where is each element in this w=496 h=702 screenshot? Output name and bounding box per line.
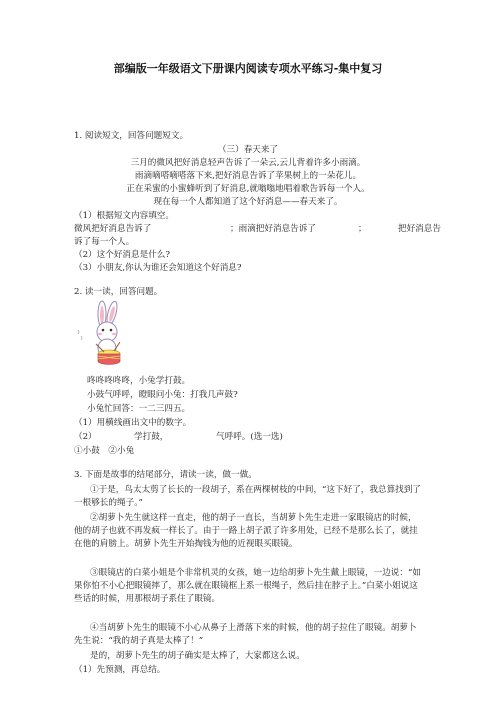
q1-fill-text: ；雨滴把好消息告诉了 — [230, 224, 316, 234]
q2-sub2: （2） — [74, 432, 97, 442]
q3-paragraph: ②胡萝卜先生就这样一直走，他的胡子一直长，当胡萝卜先生走进一家眼镜店的时候，他的胡子也就不再发疯一样长了。由于一路上胡子派了许多用处，已经不是那么长了，就挂在他的肩膀上。胡萝卜先生开始掏钱为他的近视眼买眼镜。 — [74, 513, 418, 549]
q1-passage-title: （三）春天来了 — [217, 145, 279, 155]
q1-passage-line: 三月的微风把好消息轻声告诉了一朵云,云儿背着许多小雨滴。 — [130, 158, 366, 168]
q3-prompt: 3. 下面是故事的结尾部分，请读一读，做一做。 — [74, 470, 257, 480]
q1-fill-text: 诉了每一个人。 — [74, 237, 135, 247]
q2-sub2: 学打鼓， — [134, 432, 169, 442]
q2-sub1: （1）用横线画出文中的数字。 — [74, 418, 192, 428]
q1-fill-text: ； — [358, 224, 367, 234]
q2-options: ①小鼓 ②小兔 — [74, 446, 135, 456]
q1-passage-line: 雨滴嘀嗒嘀嗒落下来,把好消息告诉了苹果树上的一朵花儿。 — [134, 171, 362, 181]
q2-poem-line: 小兔忙回答：一二三四五。 — [87, 404, 191, 414]
q3-sub1: （1）先预测，再总结。 — [74, 665, 166, 675]
document-title: 部编版一年级语文下册课内阅读专项水平练习-集中复习 — [113, 62, 383, 75]
q1-fill-text: 把好消息告 — [398, 224, 441, 234]
q1-sub1: （1）根据短文内容填空。 — [74, 211, 174, 221]
q1-prompt: 1. 阅读短文，回答问题短文。 — [74, 131, 189, 141]
q3-paragraph: 是的，胡萝卜先生的胡子确实是太棒了，大家都这么说。 — [90, 651, 305, 661]
q1-sub3: （3）小朋友,你认为谁还会知道这个好消息? — [74, 263, 242, 273]
q1-sub2: （2）这个好消息是什么? — [74, 250, 171, 260]
q2-poem-line: 小鼓气呼呼，瞪眼问小兔：打我几声鼓? — [87, 390, 238, 400]
q2-poem-line: 咚咚咚咚咚，小兔学打鼓。 — [87, 376, 191, 386]
q3-paragraph: ③眼镜店的白菜小姐是个非常机灵的女孩，她一边给胡萝卜先生戴上眼镜，一边说：“如果你怕不小心把眼镜摔了，那么就在眼镜框上系一根绳子，然后挂在脖子上。”白菜小姐说这些话的时候，用那根胡子系住了眼镜。 — [74, 568, 421, 604]
q2-sub2: 气呼呼。(选一选) — [216, 432, 283, 442]
q3-paragraph: ①于是，鸟太太剪了长长的一段胡子，系在两棵树枝的中间，“这下好了，我总算找到了一根够长的绳子。” — [74, 485, 421, 508]
q1-passage-line: 现在每一个人都知道了这个好消息——春天来了。 — [153, 197, 343, 207]
q1-fill-text: 微风把好消息告诉了 — [74, 224, 152, 234]
q1-passage-line: 正在采蜜的小蜜蜂听到了好消息,就嗡嗡地唱着歌告诉每一个人。 — [126, 184, 370, 194]
bunny-drum-illustration — [74, 300, 150, 368]
q2-prompt: 2. 读一读，回答问题。 — [74, 287, 163, 297]
q3-paragraph: ④当胡萝卜先生的眼镜不小心从鼻子上滑落下来的时候，他的胡子拉住了眼镜。胡萝卜先生说：“我的胡子真是太棒了！” — [74, 623, 417, 646]
